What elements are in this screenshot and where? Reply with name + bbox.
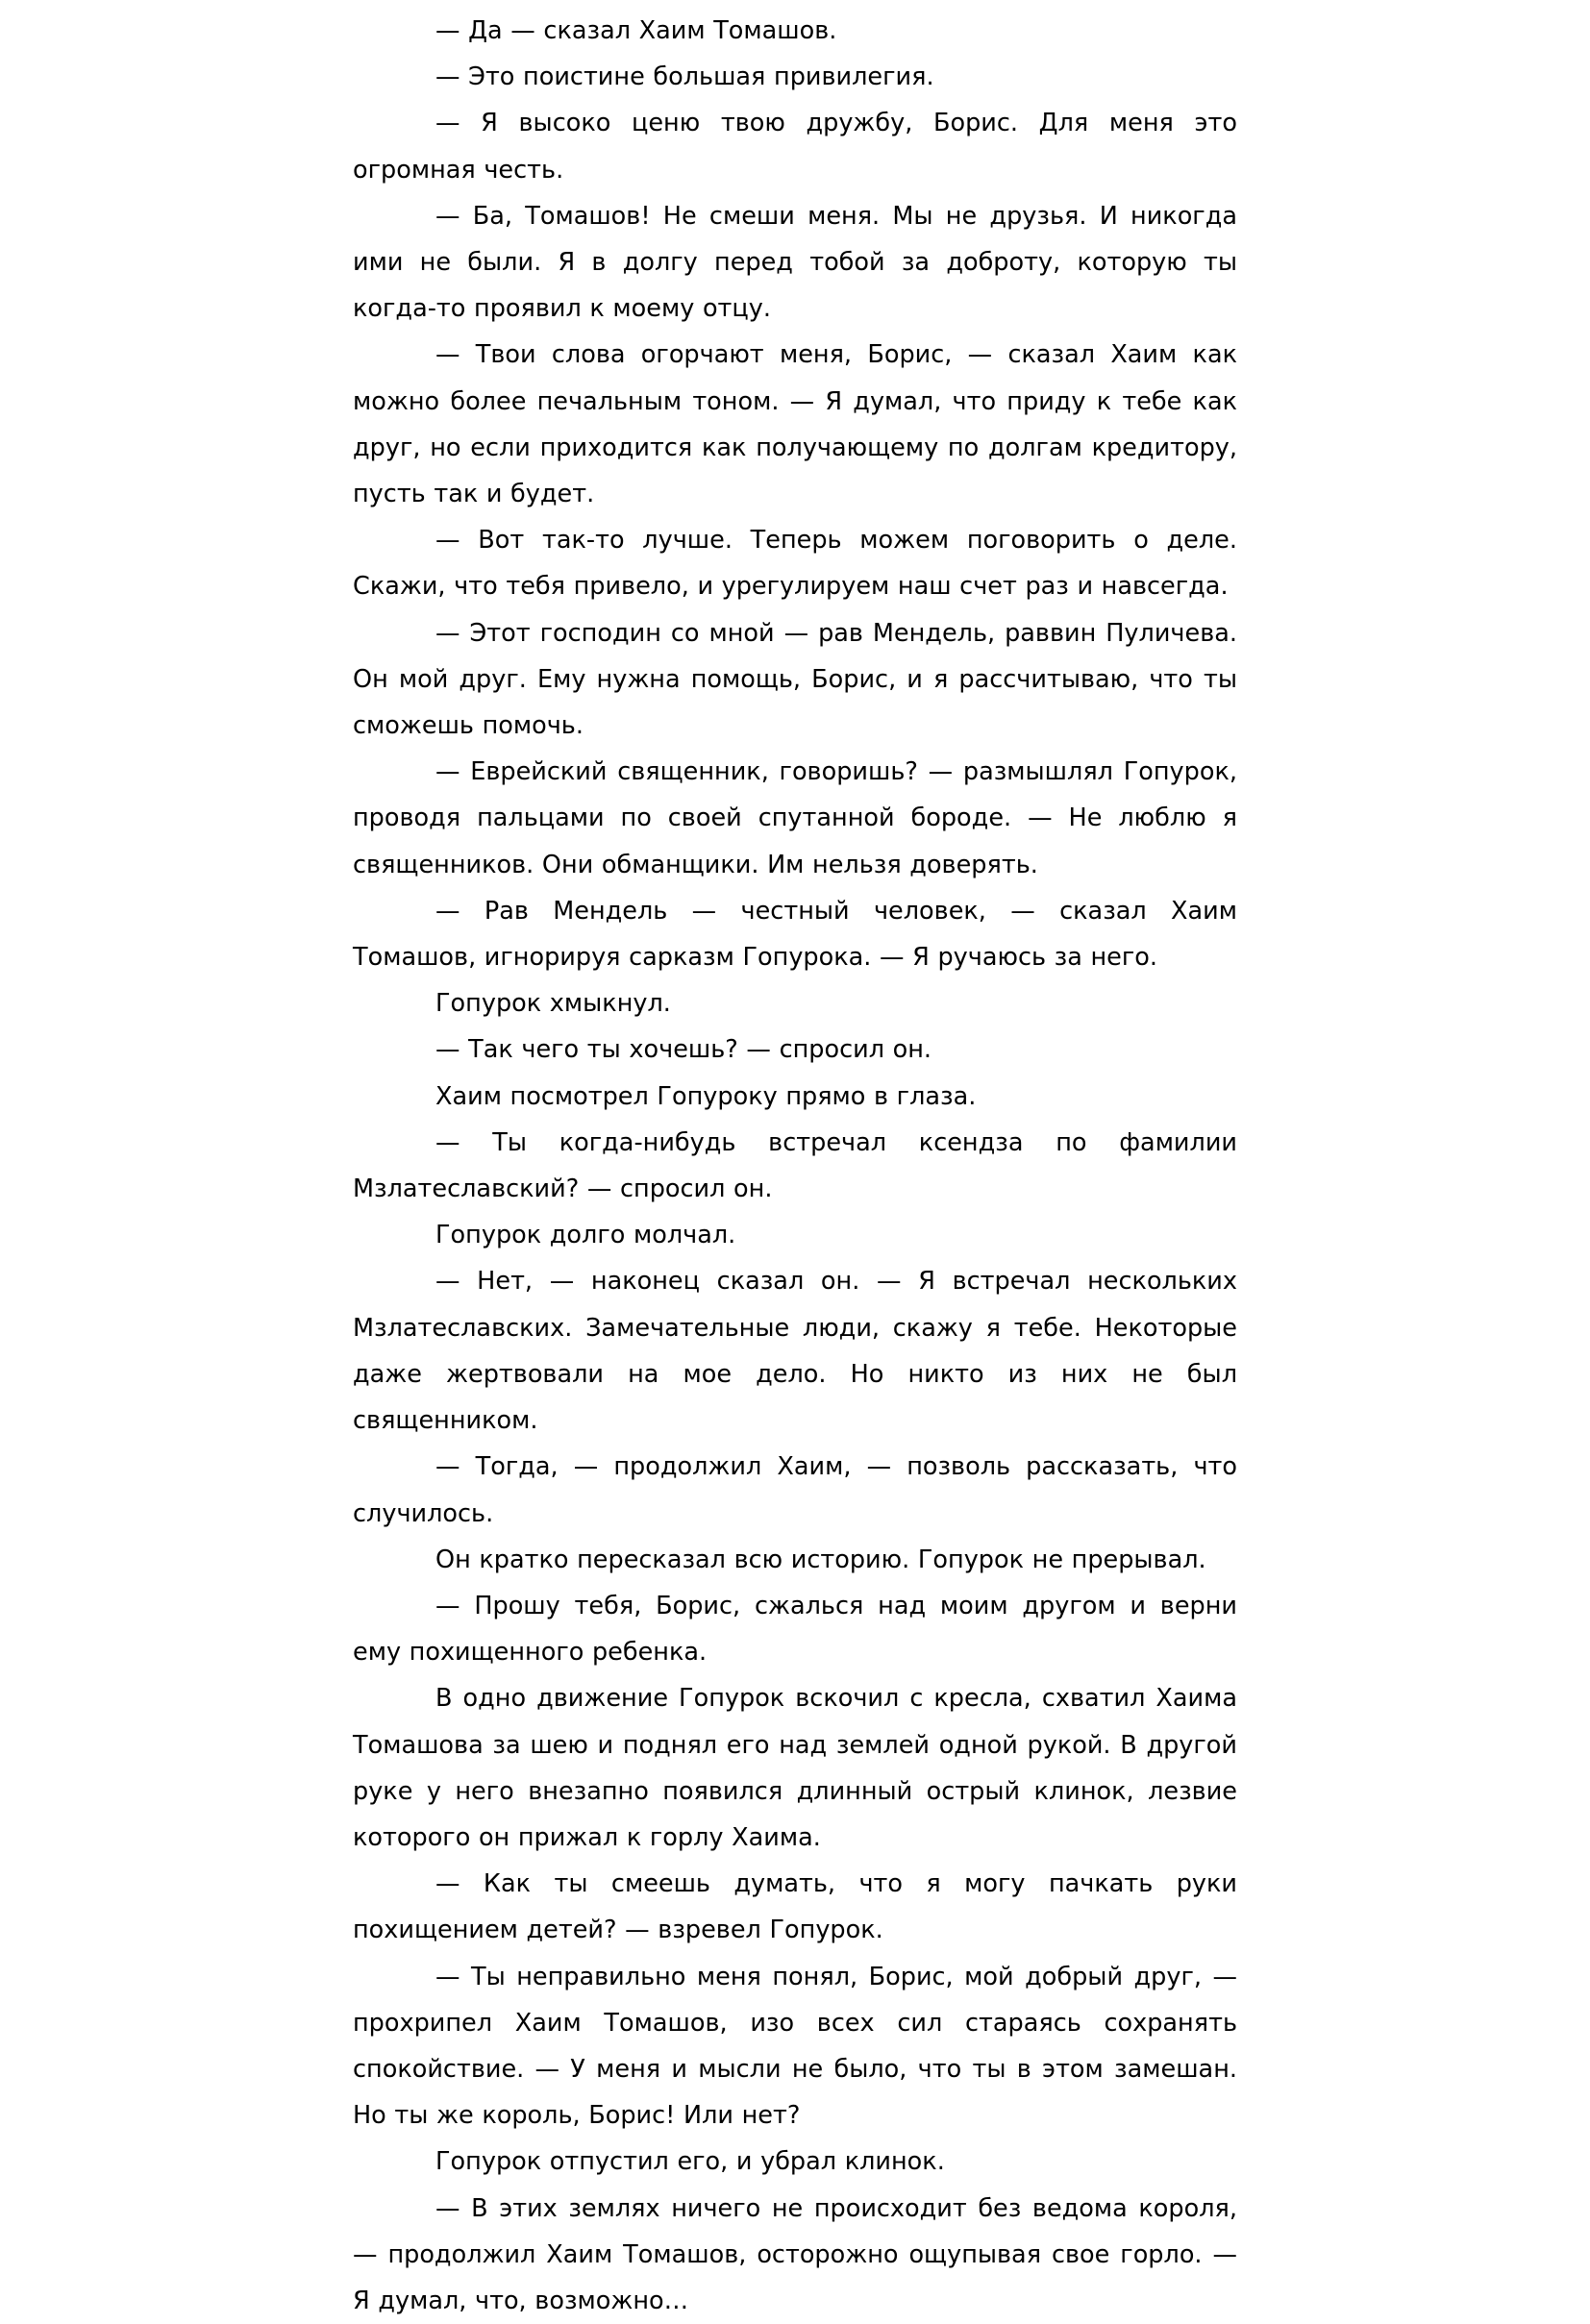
paragraph: Гопурок отпустил его, и убрал клинок. xyxy=(435,2147,945,2177)
paragraph: — Ты когда-нибудь встречал ксендза по фамилии Мзлатеславский? — спросил он. xyxy=(353,1127,1237,1204)
paragraph: — Твои слова огорчают меня, Борис, — сказал Хаим как можно более печальным тоном. — Я думал, что приду к тебе как друг, но если приходится как получающему по долгам кредитору, пусть так и будет. xyxy=(353,340,1237,509)
paragraph: — Как ты смеешь думать, что я могу пачкать руки похищением детей? — взревел Гопурок. xyxy=(353,1869,1237,1945)
paragraph: — В этих землях ничего не происходит без ведома короля, — продолжил Хаим Томашов, осторожно ощупывая свое горло. — Я думал, что, возможно… xyxy=(353,2193,1237,2315)
paragraph: — Этот господин со мной — рав Мендель, раввин Пуличева. Он мой друг. Ему нужна помощь, Борис, и я рассчитываю, что ты сможешь помочь. xyxy=(353,618,1237,741)
paragraph: — Рав Мендель — честный человек, — сказал Хаим Томашов, игнорируя сарказм Гопурока. — Я ручаюсь за него. xyxy=(353,896,1237,973)
paragraph: — Тогда, — продолжил Хаим, — позволь рассказать, что случилось. xyxy=(353,1452,1237,1528)
paragraph: — Я высоко ценю твою дружбу, Борис. Для меня это огромная честь. xyxy=(353,109,1237,185)
paragraph: — Да — сказал Хаим Томашов. xyxy=(435,16,837,45)
paragraph: В одно движение Гопурок вскочил с кресла, схватил Хаима Томашова за шею и поднял его над землей одной рукой. В другой руке у него внезапно появился длинный острый клинок, лезвие которого он прижал к горлу Хаима. xyxy=(353,1684,1237,1852)
paragraph: — Нет, — наконец сказал он. — Я встречал нескольких Мзлатеславских. Замечательные люди, скажу я тебе. Некоторые даже жертвовали на мое дело. Но никто из них не был священником. xyxy=(353,1267,1237,1436)
paragraph: — Ба, Томашов! Не смеши меня. Мы не друзья. И никогда ими не были. Я в долгу перед тобой за доброту, которую ты когда-то проявил к моему отцу. xyxy=(353,201,1237,324)
paragraph: — Ты неправильно меня понял, Борис, мой добрый друг, — прохрипел Хаим Томашов, изо всех сил стараясь сохранять спокойствие. — У меня и мысли не было, что ты в этом замешан. Но ты же король, Борис! Или нет? xyxy=(353,1962,1237,2131)
paragraph: Гопурок хмыкнул. xyxy=(435,989,671,1019)
paragraph: — Вот так-то лучше. Теперь можем поговорить о деле. Скажи, что тебя привело, и урегулируем наш счет раз и навсегда. xyxy=(353,526,1237,602)
paragraph: — Еврейский священник, говоришь? — размышлял Гопурок, проводя пальцами по своей спутанной бороде. — Не люблю я священников. Они обманщики. Им нельзя доверять. xyxy=(353,757,1237,879)
paragraph: — Так чего ты хочешь? — спросил он. xyxy=(435,1035,932,1065)
paragraph: Он кратко пересказал всю историю. Гопурок не прерывал. xyxy=(435,1545,1206,1574)
paragraph: Хаим посмотрел Гопуроку прямо в глаза. xyxy=(435,1081,977,1111)
paragraph: Гопурок долго молчал. xyxy=(435,1221,736,1250)
page-body-text xyxy=(353,8,1237,2324)
paragraph: — Прошу тебя, Борис, сжалься над моим другом и верни ему похищенного ребенка. xyxy=(353,1591,1237,1668)
paragraph: — Это поистине большая привилегия. xyxy=(435,62,934,92)
